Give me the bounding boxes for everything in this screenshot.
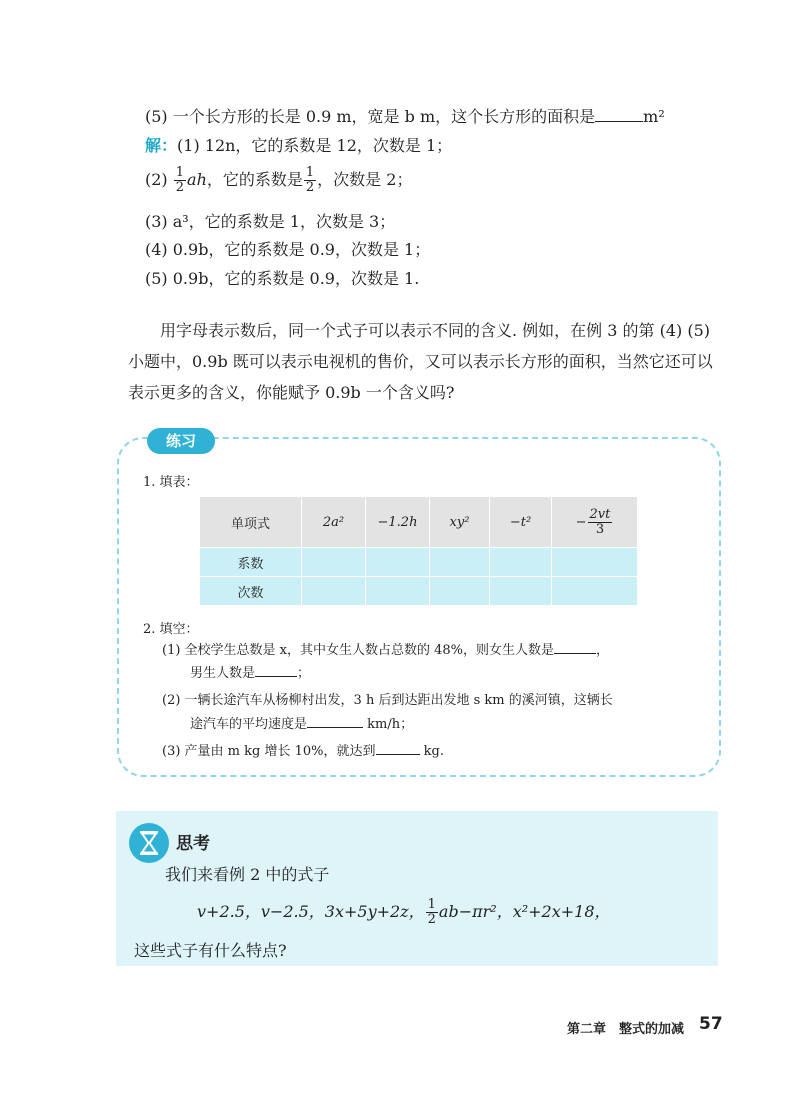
answer-cell[interactable] (366, 577, 430, 606)
answer-blank (255, 675, 297, 677)
solution-2-mid: ，它的系数是 (206, 170, 303, 189)
solution-2-term: ah (187, 170, 207, 189)
header-label: 单项式 (200, 497, 302, 548)
fill-table (199, 496, 638, 606)
expression-part-b: ab−πr²，x²+2x+18， (438, 902, 611, 921)
problem-5-unit: m² (643, 107, 665, 126)
row-label-degree: 次数 (200, 577, 302, 606)
question-2-1a-text: (1) 全校学生总数是 x，其中女生人数占总数的 48%，则女生人数是 (162, 643, 555, 658)
answer-cell[interactable] (430, 548, 490, 577)
think-line-3: 这些式子有什么特点? (134, 941, 287, 960)
fraction (426, 898, 438, 927)
question-2-1b: 男生人数是 ； (190, 666, 311, 681)
answer-cell[interactable] (366, 548, 430, 577)
answer-cell[interactable] (430, 577, 490, 606)
fraction (304, 166, 316, 195)
question-2-2b-text: 途汽车的平均速度是 (190, 717, 308, 732)
question-2-3-unit: kg. (423, 744, 444, 759)
solution-4 (145, 239, 430, 261)
fraction (588, 508, 613, 537)
think-line-1: 我们来看例 2 中的式子 (165, 865, 330, 884)
answer-blank (376, 753, 420, 755)
question-2-3-text: (3) 产量由 m kg 增长 10%，就达到 (162, 744, 376, 759)
think-expression (197, 898, 611, 927)
question-1: 1. 填表： (143, 475, 199, 490)
minus-sign: − (575, 514, 587, 530)
table-row (200, 497, 638, 548)
solution-4-text: (4) 0.9b，它的系数是 0.9，次数是 1； (145, 240, 431, 259)
solution-3-text: (3) a³，它的系数是 1，次数是 3； (145, 212, 396, 231)
answer-cell[interactable] (302, 548, 366, 577)
solution-2 (145, 166, 412, 195)
question-2-2b (190, 716, 413, 734)
fraction-numerator: 1 (305, 165, 315, 180)
page-number: 57 (699, 1014, 723, 1034)
practice-tab: 练习 (147, 428, 215, 454)
fraction-denominator: 3 (595, 521, 605, 537)
answer-cell[interactable] (302, 577, 366, 606)
question-2-1a: (1) 全校学生总数是 x，其中女生人数占总数的 48%，则女生人数是 ， (162, 643, 610, 658)
problem-5 (145, 106, 665, 128)
question-2-2b-unit: km/h； (367, 717, 414, 732)
table-row (200, 548, 638, 577)
expression-part-a: v+2.5，v−2.5，3x+5y+2z， (197, 902, 425, 921)
monomial-cell: −1.2h (366, 497, 430, 548)
answer-blank (595, 120, 643, 122)
fraction (174, 166, 186, 195)
question-2-2a: (2) 一辆长途汽车从杨柳村出发，3 h 后到达距出发地 s km 的溪河镇，这辆长 (162, 693, 613, 708)
solution-2-suffix: ，次数是 2； (317, 170, 413, 189)
think-title: 思考 (176, 834, 210, 854)
explanation-paragraph: 用字母表示数后，同一个式子可以表示不同的含义. 例如，在例 3 的第 (4) (5) 小题中，0.9b 既可以表示电视机的售价，又可以表示长方形的面积，当然它还可以表示更多的含义，你能赋予 0.9b 一个含义吗? (128, 321, 713, 402)
chapter-title: 第二章 整式的加减 (567, 1022, 685, 1037)
solution-label: 解： (145, 136, 178, 155)
solution-1-text: (1) 12n，它的系数是 12，次数是 1； (177, 136, 453, 155)
table-row (200, 577, 638, 606)
fraction-numerator: 1 (427, 897, 436, 912)
answer-cell[interactable] (552, 548, 638, 577)
fraction-numerator: 1 (175, 165, 185, 180)
monomial-cell: 2a² (302, 497, 366, 548)
answer-blank (307, 726, 363, 728)
solution-5-text: (5) 0.9b，它的系数是 0.9，次数是 1. (145, 269, 420, 288)
monomial-cell: xy² (430, 497, 490, 548)
solution-3 (145, 211, 395, 233)
question-2: 2. 填空： (143, 622, 199, 637)
fraction-denominator: 2 (175, 180, 185, 195)
answer-blank (554, 652, 596, 654)
fraction-denominator: 2 (427, 912, 436, 927)
problem-5-text: (5) 一个长方形的长是 0.9 m，宽是 b m，这个长方形的面积是 (145, 107, 596, 126)
monomial-cell: −t² (490, 497, 552, 548)
solution-5 (145, 268, 419, 290)
answer-cell[interactable] (552, 577, 638, 606)
solution-2-prefix: (2) (145, 170, 173, 189)
fraction-denominator: 2 (305, 180, 315, 195)
question-2-3 (162, 743, 444, 761)
answer-cell[interactable] (490, 577, 552, 606)
row-label-coef: 系数 (200, 548, 302, 577)
fraction-numerator: 2vt (589, 506, 611, 522)
solution-1 (145, 135, 452, 157)
answer-cell[interactable] (490, 548, 552, 577)
hourglass-icon (129, 823, 169, 863)
monomial-cell (552, 497, 638, 548)
question-2-1b-text: 男生人数是 (190, 666, 256, 681)
